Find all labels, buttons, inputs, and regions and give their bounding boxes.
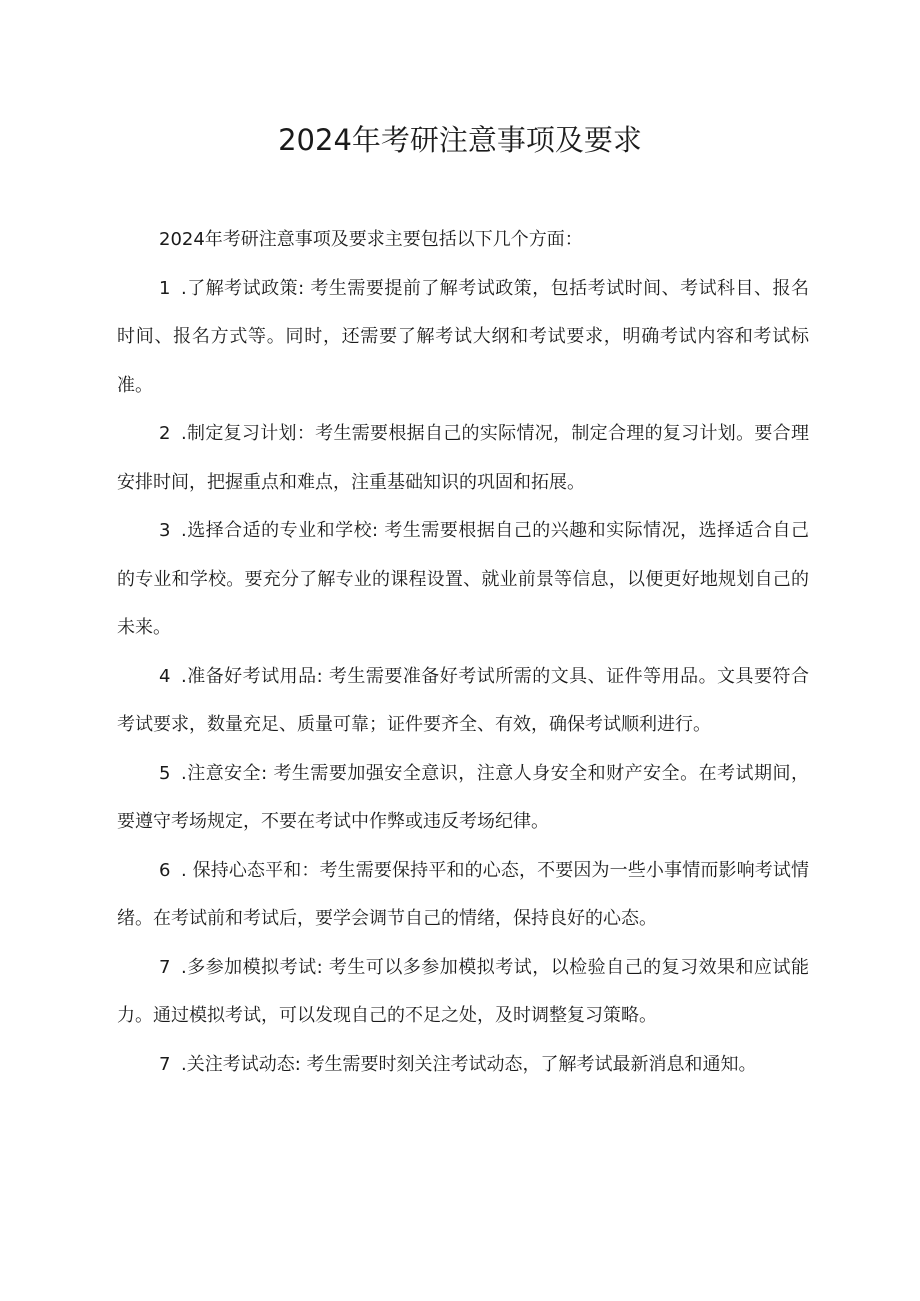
item-heading: .了解考试政策: bbox=[181, 277, 305, 299]
item-heading: .选择合适的专业和学校: bbox=[181, 520, 379, 541]
item-text: 考生需要保持平和的心态，不要因为一些小事情而影响考试情绪。在考试前和考试后，要学会调节自己的情绪，保持良好的心态。 bbox=[117, 859, 809, 929]
list-item bbox=[117, 410, 809, 507]
list-item bbox=[117, 265, 809, 411]
intro-paragraph: 2024年考研注意事项及要求主要包括以下几个方面： bbox=[159, 229, 583, 250]
item-text: 考生需要根据自己的兴趣和实际情况，选择适合自己的专业和学校。要充分了解专业的课程设置、就业前景等信息，以便更好地规划自己的未来。 bbox=[117, 520, 809, 638]
item-heading: .准备好考试用品: bbox=[181, 665, 323, 687]
item-heading: . 保持心态平和： bbox=[181, 859, 320, 881]
item-heading: .制定复习计划： bbox=[181, 423, 316, 444]
document-body bbox=[117, 216, 809, 1089]
item-number: 7 bbox=[159, 956, 171, 978]
list-item bbox=[117, 750, 809, 847]
item-number: 4 bbox=[159, 665, 171, 687]
document-title: 2024年考研注意事项及要求 bbox=[278, 123, 642, 157]
list-item bbox=[117, 944, 809, 1041]
item-text: 考生可以多参加模拟考试，以检验自己的复习效果和应试能力。通过模拟考试，可以发现自己的不足之处，及时调整复习策略。 bbox=[117, 956, 809, 1026]
item-text: 考生需要提前了解考试政策，包括考试时间、考试科目、报名时间、报名方式等。同时，还需要了解考试大纲和考试要求，明确考试内容和考试标准。 bbox=[117, 277, 809, 396]
list-item bbox=[117, 653, 809, 750]
list-item bbox=[117, 1041, 809, 1090]
item-number: 7 bbox=[159, 1053, 171, 1075]
item-number: 3 bbox=[159, 520, 171, 541]
item-number: 1 bbox=[159, 277, 171, 299]
item-text: 考生需要时刻关注考试动态，了解考试最新消息和通知。 bbox=[306, 1053, 757, 1075]
item-number: 2 bbox=[159, 423, 171, 444]
list-item bbox=[117, 847, 809, 944]
item-text: 考生需要根据自己的实际情况，制定合理的复习计划。要合理安排时间，把握重点和难点，注重基础知识的巩固和拓展。 bbox=[117, 423, 809, 493]
list-item bbox=[117, 507, 809, 653]
item-heading: .注意安全: bbox=[181, 762, 268, 784]
item-number: 5 bbox=[159, 762, 171, 784]
item-heading: .多参加模拟考试: bbox=[181, 956, 323, 978]
item-heading: .关注考试动态: bbox=[181, 1053, 301, 1075]
item-text: 考生需要准备好考试所需的文具、证件等用品。文具要符合考试要求，数量充足、质量可靠；证件要齐全、有效，确保考试顺利进行。 bbox=[117, 665, 809, 735]
item-number: 6 bbox=[159, 859, 171, 881]
item-text: 考生需要加强安全意识，注意人身安全和财产安全。在考试期间，要遵守考场规定，不要在考试中作弊或违反考场纪律。 bbox=[117, 762, 809, 832]
